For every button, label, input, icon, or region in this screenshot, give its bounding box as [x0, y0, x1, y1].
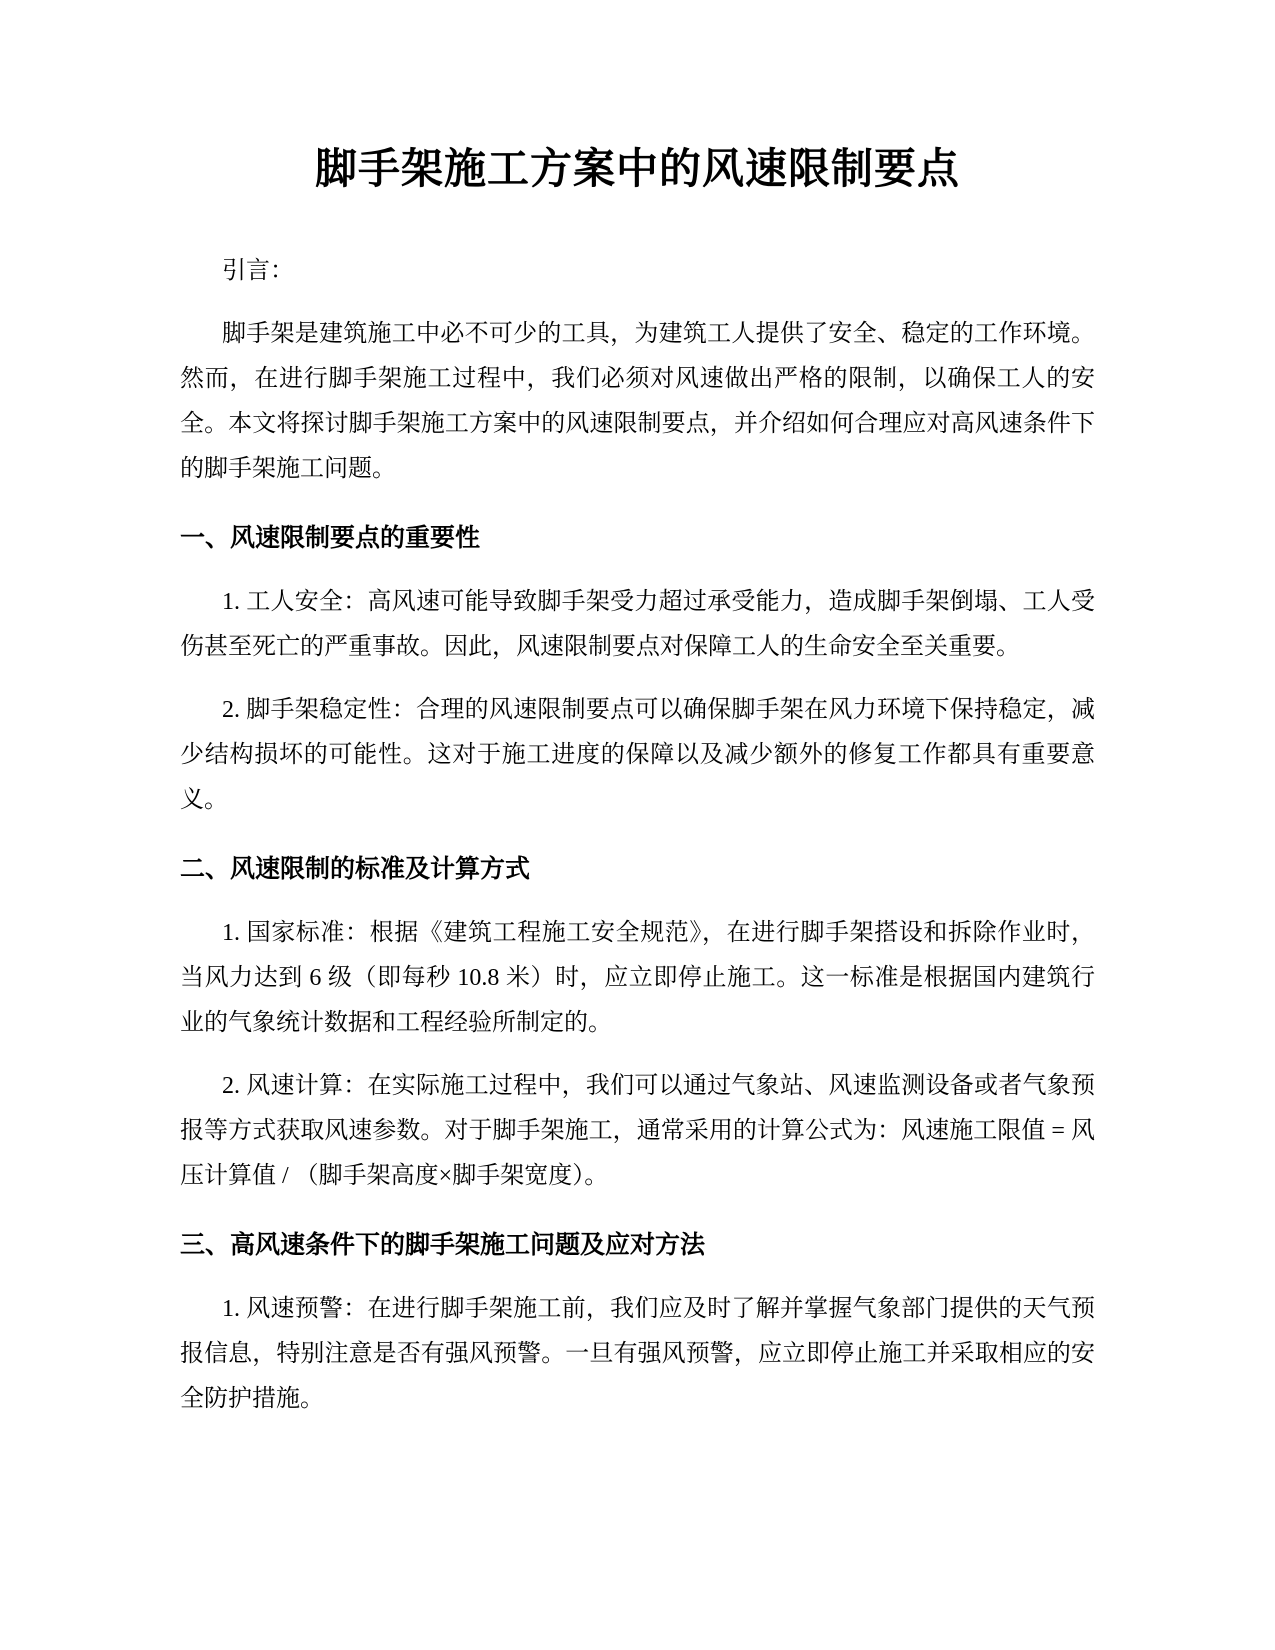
section-1-paragraph-1: 1. 工人安全：高风速可能导致脚手架受力超过承受能力，造成脚手架倒塌、工人受伤甚至死亡的严重事故。因此，风速限制要点对保障工人的生命安全至关重要。 — [180, 588, 1095, 660]
section-1-paragraph-2: 2. 脚手架稳定性：合理的风速限制要点可以确保脚手架在风力环境下保持稳定，减少结构损坏的可能性。这对于施工进度的保障以及减少额外的修复工作都具有重要意义。 — [180, 696, 1095, 813]
document-page — [180, 140, 1095, 1440]
section-heading-1: 一、风速限制要点的重要性 — [180, 522, 481, 552]
intro-paragraph: 脚手架是建筑施工中必不可少的工具，为建筑工人提供了安全、稳定的工作环境。然而，在进行脚手架施工过程中，我们必须对风速做出严格的限制，以确保工人的安全。本文将探讨脚手架施工方案中的风速限制要点，并介绍如何合理应对高风速条件下的脚手架施工问题。 — [180, 320, 1095, 482]
intro-label: 引言： — [222, 257, 294, 284]
section-2-paragraph-2: 2. 风速计算：在实际施工过程中，我们可以通过气象站、风速监测设备或者气象预报等方式获取风速参数。对于脚手架施工，通常采用的计算公式为：风速施工限值 = 风压计算值 / （脚手架高度×脚手架宽度）。 — [180, 1072, 1095, 1189]
section-heading-2: 二、风速限制的标准及计算方式 — [180, 853, 531, 883]
section-heading-3: 三、高风速条件下的脚手架施工问题及应对方法 — [180, 1229, 706, 1259]
section-3-paragraph-1: 1. 风速预警：在进行脚手架施工前，我们应及时了解并掌握气象部门提供的天气预报信息，特别注意是否有强风预警。一旦有强风预警，应立即停止施工并采取相应的安全防护措施。 — [180, 1295, 1095, 1412]
section-2-paragraph-1: 1. 国家标准：根据《建筑工程施工安全规范》，在进行脚手架搭设和拆除作业时，当风力达到 6 级（即每秒 10.8 米）时，应立即停止施工。这一标准是根据国内建筑行业的气象统计数据和工程经验所制定的。 — [180, 919, 1095, 1036]
document-title: 脚手架施工方案中的风速限制要点 — [314, 144, 960, 193]
